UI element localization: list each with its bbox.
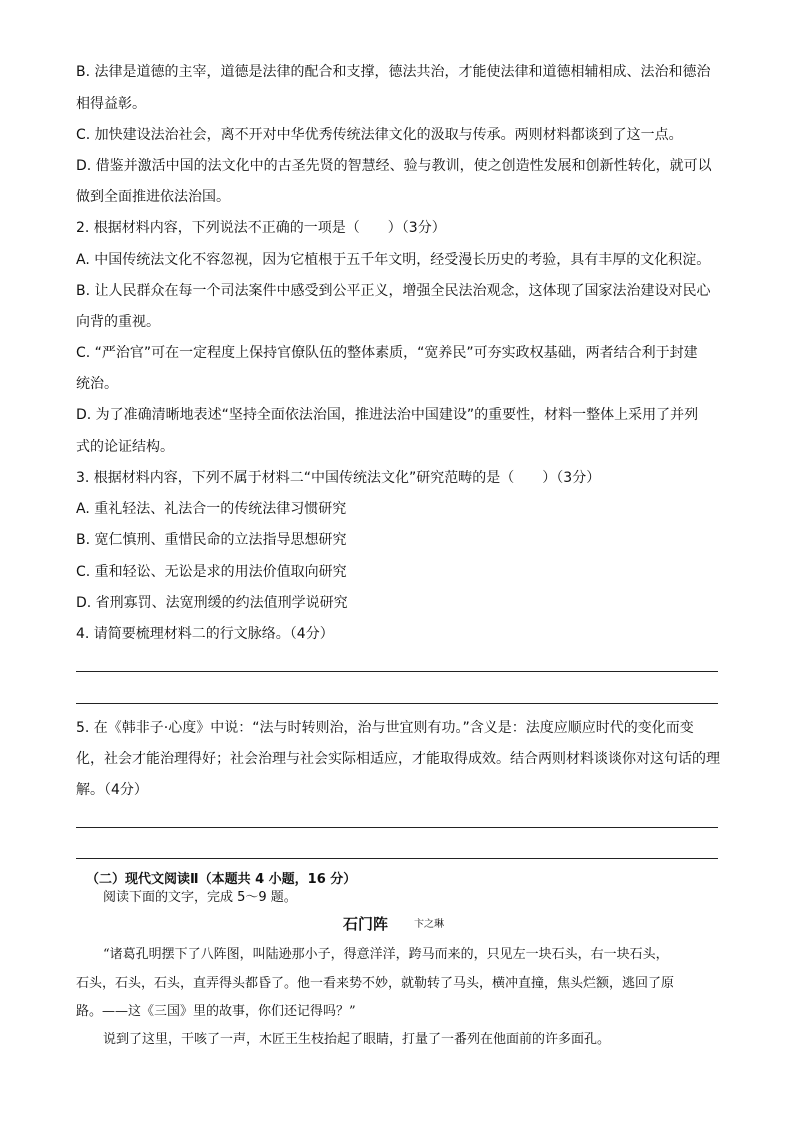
story-paragraph-line-4: 说到了这里，干咳了一声，木匠王生枝抬起了眼睛，打量了一番列在他面前的许多面孔。 <box>103 1032 611 1047</box>
q2-option-d-line-1: D. 为了准确清晰地表述“坚持全面依法治国，推进法治中国建设”的重要性，材料一整体上采用了并列 <box>76 407 699 423</box>
option-d-line-2: 做到全面推进依法治国。 <box>76 189 230 205</box>
question-4: 4. 请简要梳理材料二的行文脉络。（4分） <box>76 626 334 642</box>
option-b-line-2: 相得益彰。 <box>76 96 146 112</box>
option-d-line-1: D. 借鉴并激活中国的法文化中的古圣先贤的智慧经、验与教训，使之创造性发展和创新性转化，就可以 <box>76 158 712 174</box>
question-5-line-2: 化，社会才能治理得好；社会治理与社会实际相适应，才能取得成效。结合两则材料谈谈你对这句话的理 <box>76 751 720 767</box>
option-c-line: C. 加快建设法治社会，离不开对中华优秀传统法律文化的汲取与传承。两则材料都谈到了这一点。 <box>76 127 683 143</box>
q2-option-c-line-2: 统治。 <box>76 376 118 392</box>
story-paragraph-line-1: “诸葛孔明摆下了八阵图，叫陆逊那小子，得意洋洋，跨马而来的，只见左一块石头，右一块石头， <box>103 947 669 962</box>
question-2: 2. 根据材料内容，下列说法不正确的一项是（ ）（3分） <box>76 220 446 236</box>
option-b-line-1: B. 法律是道德的主宰，道德是法律的配合和支撑，德法共治，才能使法律和道德相辅相成、法治和德治 <box>76 64 711 80</box>
answer-line-1 <box>76 671 718 672</box>
section-instruction: 阅读下面的文字，完成 5～9 题。 <box>103 890 297 905</box>
q3-option-c: C. 重和轻讼、无讼是求的用法价值取向研究 <box>76 564 347 580</box>
q2-option-b-line-1: B. 让人民群众在每一个司法案件中感受到公平正义，增强全民法治观念，这体现了国家法治建设对民心 <box>76 283 711 299</box>
answer-line-2 <box>76 703 718 704</box>
answer-line-4 <box>76 858 718 859</box>
q3-option-d: D. 省刑寡罚、法宽刑缓的约法值刑学说研究 <box>76 595 348 611</box>
story-author: 卞之琳 <box>414 919 444 930</box>
q2-option-c-line-1: C. “严治官”可在一定程度上保持官僚队伍的整体素质，“宽养民”可夯实政权基础，两者结合利于封建 <box>76 345 698 361</box>
story-paragraph-line-3: 路。——这《三国》里的故事，你们还记得吗？” <box>76 1004 356 1019</box>
answer-line-3 <box>76 827 718 828</box>
story-title: 石门阵 <box>343 915 389 933</box>
story-paragraph-line-2: 石头，石头，石头，直弄得头都昏了。他一看来势不妙，就勒转了马头，横冲直撞，焦头烂额，逃回了原 <box>76 976 675 991</box>
question-5-line-1: 5. 在《韩非子·心度》中说：“法与时转则治，治与世宜则有功。”含义是：法度应顺应时代的变化而变 <box>76 720 694 736</box>
q2-option-d-line-2: 式的论证结构。 <box>76 439 174 455</box>
question-5-line-3: 解。（4分） <box>76 782 148 798</box>
q3-option-b: B. 宽仁慎刑、重惜民命的立法指导思想研究 <box>76 532 347 548</box>
q2-option-a: A. 中国传统法文化不容忽视，因为它植根于五千年文明，经受漫长历史的考验，具有丰厚的文化积淀。 <box>76 252 711 268</box>
q3-option-a: A. 重礼轻法、礼法合一的传统法律习惯研究 <box>76 501 347 517</box>
question-3: 3. 根据材料内容，下列不属于材料二“中国传统法文化”研究范畴的是（ ）（3分） <box>76 470 601 486</box>
section-heading: （二）现代文阅读Ⅱ（本题共 4 小题，16 分） <box>86 872 357 887</box>
q2-option-b-line-2: 向背的重视。 <box>76 314 160 330</box>
